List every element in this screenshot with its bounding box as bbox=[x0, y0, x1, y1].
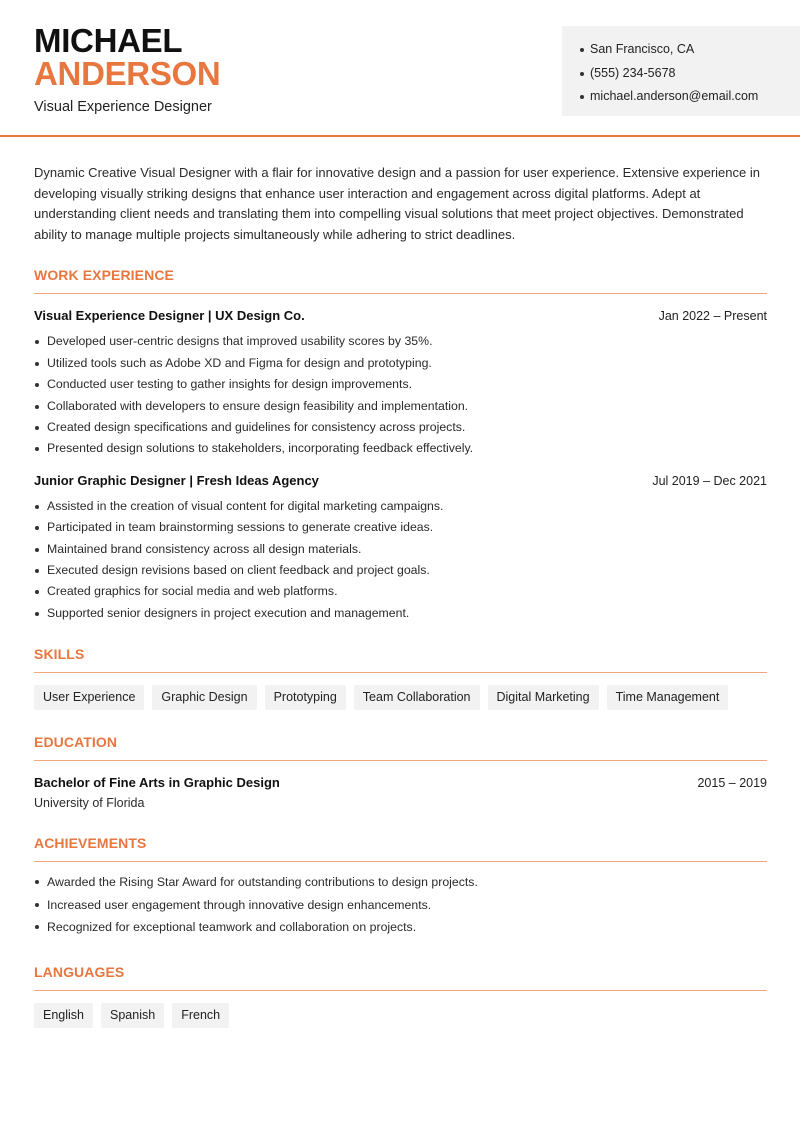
job-bullets bbox=[34, 331, 767, 459]
job-entry bbox=[34, 473, 767, 624]
list-item: Recognized for exceptional teamwork and collaboration on projects. bbox=[34, 916, 767, 939]
job-dates: Jul 2019 – Dec 2021 bbox=[652, 473, 767, 488]
list-item: Supported senior designers in project execution and management. bbox=[34, 603, 767, 624]
job-role: Visual Experience Designer | UX Design Co. bbox=[34, 308, 305, 324]
resume-body bbox=[34, 137, 767, 1028]
list-item: Created graphics for social media and web platforms. bbox=[34, 581, 767, 602]
section-skills bbox=[34, 646, 767, 710]
education-dates: 2015 – 2019 bbox=[697, 776, 767, 791]
language-chip: French bbox=[172, 1003, 229, 1028]
job-bullets bbox=[34, 496, 767, 624]
section-title-skills: SKILLS bbox=[34, 646, 767, 673]
first-name: MICHAEL bbox=[34, 22, 183, 59]
list-item: Maintained brand consistency across all design materials. bbox=[34, 539, 767, 560]
section-work-experience bbox=[34, 267, 767, 624]
section-languages bbox=[34, 964, 767, 1028]
section-achievements bbox=[34, 835, 767, 939]
list-item: Participated in team brainstorming sessions to generate creative ideas. bbox=[34, 517, 767, 538]
summary-paragraph: Dynamic Creative Visual Designer with a flair for innovative design and a passion for user experience. Extensive experience in developing visually striking designs that enhance user interaction and engagement across digital platforms. Adept at understanding client needs and translating them into compelling visual solutions that meet project objectives. Demonstrated ability to manage multiple projects simultaneously while adhering to strict deadlines. bbox=[34, 165, 760, 242]
contact-location: San Francisco, CA bbox=[580, 38, 800, 62]
list-item: Increased user engagement through innovative design enhancements. bbox=[34, 894, 767, 917]
list-item: Conducted user testing to gather insights for design improvements. bbox=[34, 374, 767, 395]
resume-header bbox=[0, 0, 800, 137]
contact-email[interactable]: michael.anderson@email.com bbox=[580, 85, 800, 109]
list-item: Developed user-centric designs that improved usability scores by 35%. bbox=[34, 331, 767, 352]
job-role: Junior Graphic Designer | Fresh Ideas Agency bbox=[34, 472, 319, 488]
education-degree: Bachelor of Fine Arts in Graphic Design bbox=[34, 775, 280, 791]
list-item: Executed design revisions based on client feedback and project goals. bbox=[34, 560, 767, 581]
skill-chip: Graphic Design bbox=[152, 685, 256, 710]
section-title-education: EDUCATION bbox=[34, 734, 767, 761]
last-name: ANDERSON bbox=[34, 55, 221, 92]
list-item: Assisted in the creation of visual content for digital marketing campaigns. bbox=[34, 496, 767, 517]
language-chip: Spanish bbox=[101, 1003, 164, 1028]
list-item: Presented design solutions to stakeholders, incorporating feedback effectively. bbox=[34, 438, 767, 459]
skill-chip: User Experience bbox=[34, 685, 144, 710]
skill-chip: Prototyping bbox=[265, 685, 346, 710]
language-chips bbox=[34, 1003, 767, 1028]
section-title-work: WORK EXPERIENCE bbox=[34, 267, 767, 294]
skill-chip: Team Collaboration bbox=[354, 685, 480, 710]
contact-phone: (555) 234-5678 bbox=[580, 62, 800, 86]
list-item: Awarded the Rising Star Award for outstanding contributions to design projects. bbox=[34, 871, 767, 894]
list-item: Collaborated with developers to ensure design feasibility and implementation. bbox=[34, 396, 767, 417]
section-education bbox=[34, 734, 767, 810]
skill-chip: Digital Marketing bbox=[488, 685, 599, 710]
language-chip: English bbox=[34, 1003, 93, 1028]
skill-chip: Time Management bbox=[607, 685, 729, 710]
section-title-languages: LANGUAGES bbox=[34, 964, 767, 991]
job-title: Visual Experience Designer bbox=[34, 99, 212, 115]
skills-chips bbox=[34, 685, 767, 710]
job-entry bbox=[34, 308, 767, 459]
job-dates: Jan 2022 – Present bbox=[658, 309, 767, 324]
section-title-achievements: ACHIEVEMENTS bbox=[34, 835, 767, 862]
list-item: Utilized tools such as Adobe XD and Figma for design and prototyping. bbox=[34, 353, 767, 374]
contact-box bbox=[562, 26, 800, 116]
achievement-bullets bbox=[34, 871, 767, 939]
education-school: University of Florida bbox=[34, 796, 145, 811]
list-item: Created design specifications and guidelines for consistency across projects. bbox=[34, 417, 767, 438]
